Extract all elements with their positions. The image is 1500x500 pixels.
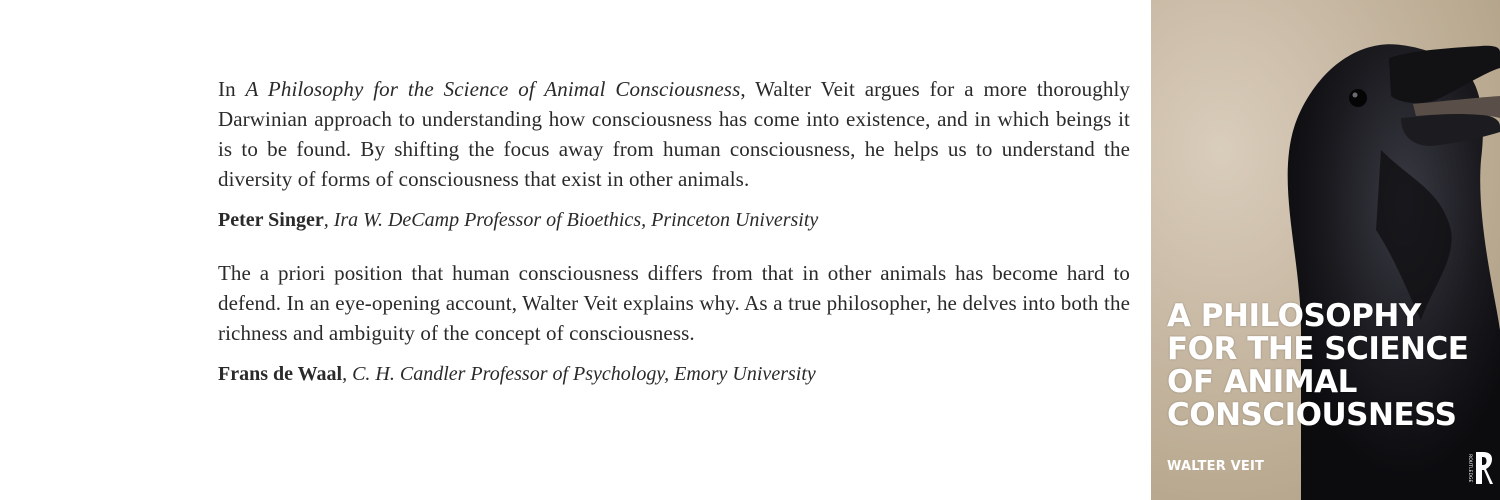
cover-title-line: FOR THE SCIENCE	[1167, 331, 1469, 367]
book-cover	[1151, 0, 1500, 500]
endorser-role: , Ira W. DeCamp Professor of Bioethics, Princeton University	[323, 209, 819, 231]
cover-title-line: OF ANIMAL	[1167, 364, 1357, 400]
endorser-role: , C. H. Candler Professor of Psychology, Emory University	[342, 363, 816, 385]
quote-text: , Walter Veit argues for a more thoroughly Darwinian approach to understanding how consciousness has come into existence, and in which beings it is to be found. By shifting the focus away from human consciousness, he helps us to understand the diversity of forms of consciousness that exist in other animals.	[218, 77, 1130, 191]
cover-title-line: CONSCIOUSNESS	[1167, 397, 1457, 433]
cover-title	[1167, 300, 1497, 432]
endorsement-quote-singer	[218, 74, 1130, 194]
cover-title-line: A PHILOSOPHY	[1167, 298, 1421, 334]
endorser-de-waal	[218, 360, 1130, 388]
endorser-singer	[218, 206, 1130, 234]
endorsements	[218, 74, 1130, 388]
endorser-name: Frans de Waal	[218, 363, 343, 385]
cover-author: WALTER VEIT	[1167, 459, 1265, 474]
endorser-name: Peter Singer	[218, 209, 324, 231]
publisher-name: ROUTLEDGE	[1467, 454, 1472, 483]
book-title-italic: A Philosophy for the Science of Animal Consciousness	[245, 77, 741, 101]
endorsement-quote-de-waal: The a priori position that human consciousness differs from that in other animals has become hard to defend. In an eye-opening account, Walter Veit explains why. As a true philosopher, he delves into both the richness and ambiguity of the concept of consciousness.	[218, 261, 1130, 345]
routledge-logo-icon	[1463, 448, 1493, 488]
quote-text: In	[218, 77, 246, 101]
